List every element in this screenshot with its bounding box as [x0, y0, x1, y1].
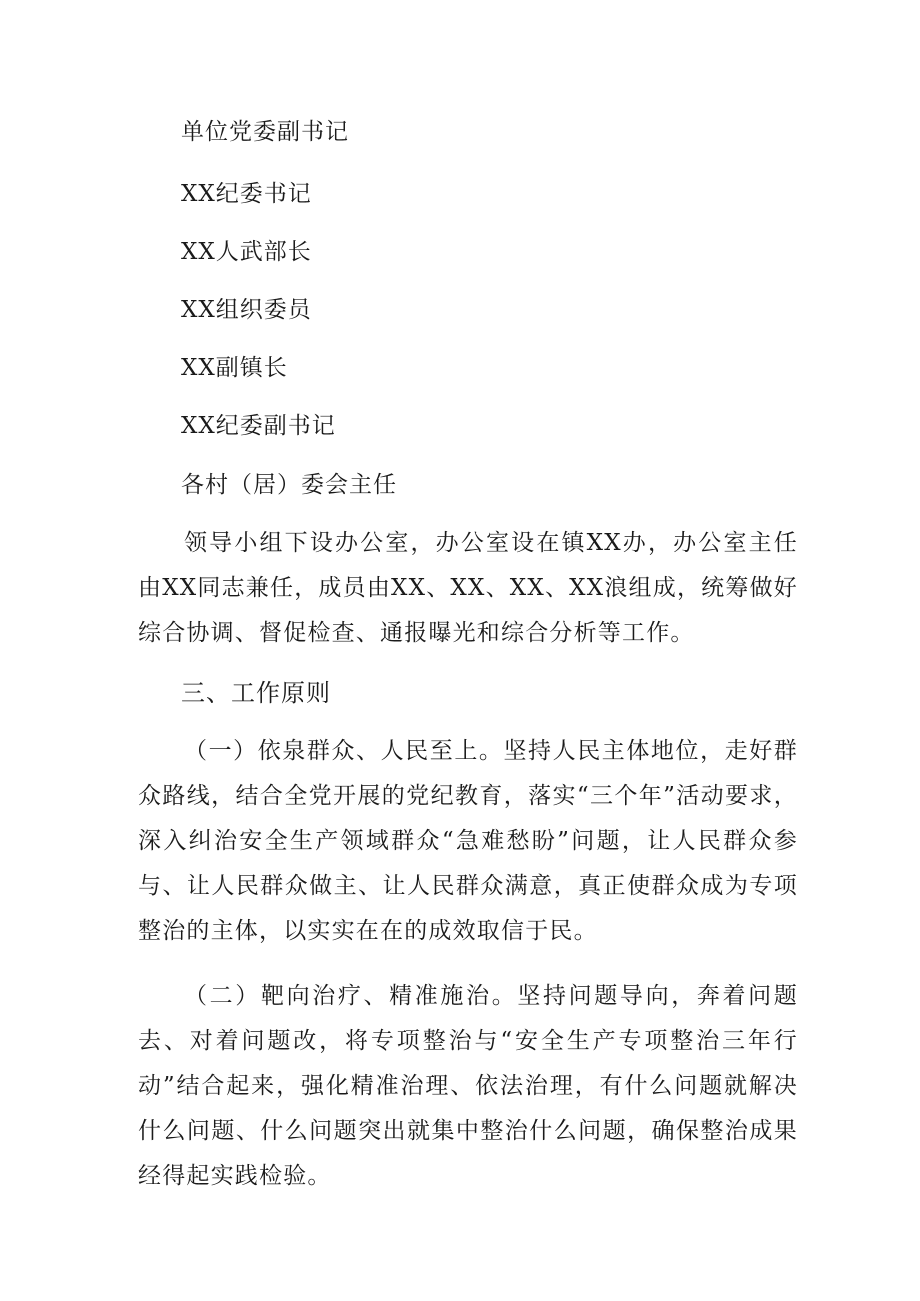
principle-paragraph: （二）靶向治疗、精准施治。坚持问题导向，奔着问题去、对着问题改，将专项整治与“安全生产专项整治三年行动”结合起来，强化精准治理、依法治理，有什么问题就解决什么问题、什么问题突出就集中整治什么问题，确保整治成果经得起实践检验。: [138, 983, 798, 1189]
member-line: XX纪委副书记: [181, 413, 336, 439]
member-line: XX组织委员: [181, 297, 312, 323]
office-paragraph: 领导小组下设办公室，办公室设在镇XX办，办公室主任由XX同志兼任，成员由XX、XX、XX、XX浪组成，统筹做好综合协调、督促检查、通报曝光和综合分析等工作。: [138, 530, 798, 646]
member-line: 各村（居）委会主任: [181, 472, 397, 498]
member-line: XX人武部长: [181, 239, 312, 265]
principle-paragraph: （一）依泉群众、人民至上。坚持人民主体地位，走好群众路线，结合全党开展的党纪教育，落实“三个年”活动要求，深入纠治安全生产领域群众“急难愁盼”问题，让人民群众参与、让人民群众做主、让人民群众满意，真正使群众成为专项整治的主体，以实实在在的成效取信于民。: [138, 738, 798, 944]
section-heading: 三、工作原则: [181, 679, 331, 707]
member-line: XX纪委书记: [181, 181, 312, 207]
member-line: XX副镇长: [181, 355, 288, 381]
member-line: 单位党委副书记: [181, 119, 349, 145]
